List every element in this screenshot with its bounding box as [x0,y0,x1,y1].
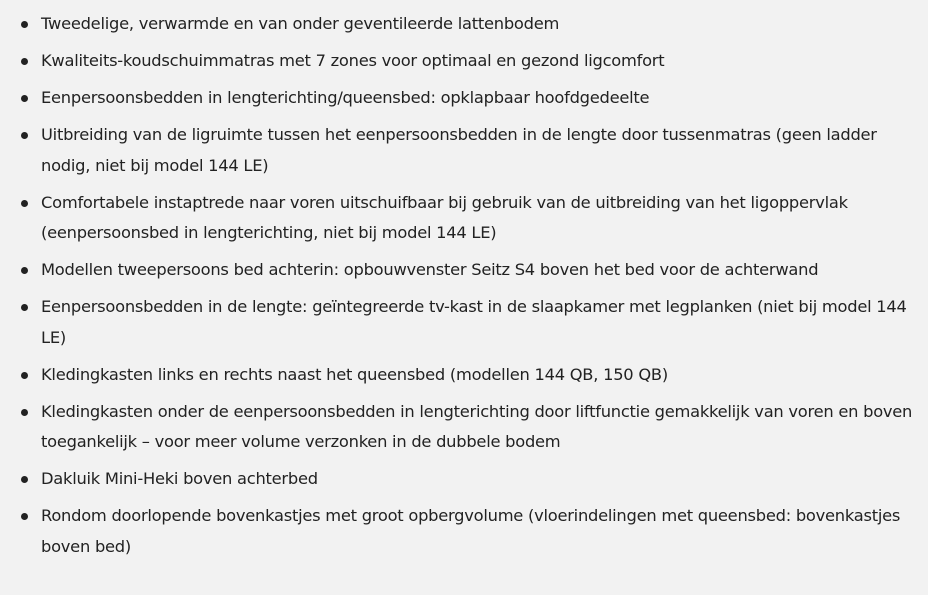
list-item [0,464,928,495]
list-item-text: Kwaliteits-koudschuimmatras met 7 zones voor optimaal en gezond ligcomfort [41,51,665,70]
list-item [0,360,928,391]
list-item-text: Dakluik Mini-Heki boven achterbed [41,469,318,488]
bullet-icon [21,58,28,65]
list-item-text: Eenpersoonsbedden in de lengte: geïntegreerde tv-kast in de slaapkamer met legplanken (niet bij model 144 LE) [41,297,907,347]
bullet-icon [21,476,28,483]
bullet-icon [21,132,28,139]
list-item [0,9,928,40]
list-item-text: Eenpersoonsbedden in lengterichting/queensbed: opklapbaar hoofdgedeelte [41,88,650,107]
bullet-icon [21,95,28,102]
list-item-text: Kledingkasten onder de eenpersoonsbedden in lengterichting door liftfunctie gemakkelijk van voren en boven toegankelijk – voor meer volume verzonken in de dubbele bodem [41,401,913,451]
list-item [0,120,928,181]
list-item-text: Uitbreiding van de ligruimte tussen het eenpersoonsbedden in de lengte door tussenmatras (geen ladder nodig, niet bij model 144 LE) [41,125,877,175]
list-item [0,397,928,458]
list-item [0,188,928,249]
list-item-text: Kledingkasten links en rechts naast het queensbed (modellen 144 QB, 150 QB) [41,364,668,384]
list-item [0,255,928,286]
bullet-icon [21,267,28,274]
list-item [0,83,928,114]
bullet-icon [21,409,28,416]
list-item [0,46,928,77]
bullet-icon [21,513,28,520]
list-item-text: Modellen tweepersoons bed achterin: opbouwvenster Seitz S4 boven het bed voor de achterwand [41,260,819,279]
list-item-text: Rondom doorlopende bovenkastjes met groot opbergvolume (vloerindelingen met queensbed: bovenkastjes boven bed) [41,506,901,556]
bullet-icon [21,21,28,28]
list-item [0,501,928,562]
bullet-icon [21,372,28,379]
bullet-icon [21,200,28,207]
list-item [0,292,928,353]
list-item-text: Tweedelige, verwarmde en van onder geventileerde lattenbodem [41,14,560,33]
bullet-icon [21,304,28,311]
list-item-text: Comfortabele instaptrede naar voren uitschuifbaar bij gebruik van de uitbreiding van het ligoppervlak (eenpersoonsbed in lengterichting, niet bij model 144 LE) [41,192,848,242]
